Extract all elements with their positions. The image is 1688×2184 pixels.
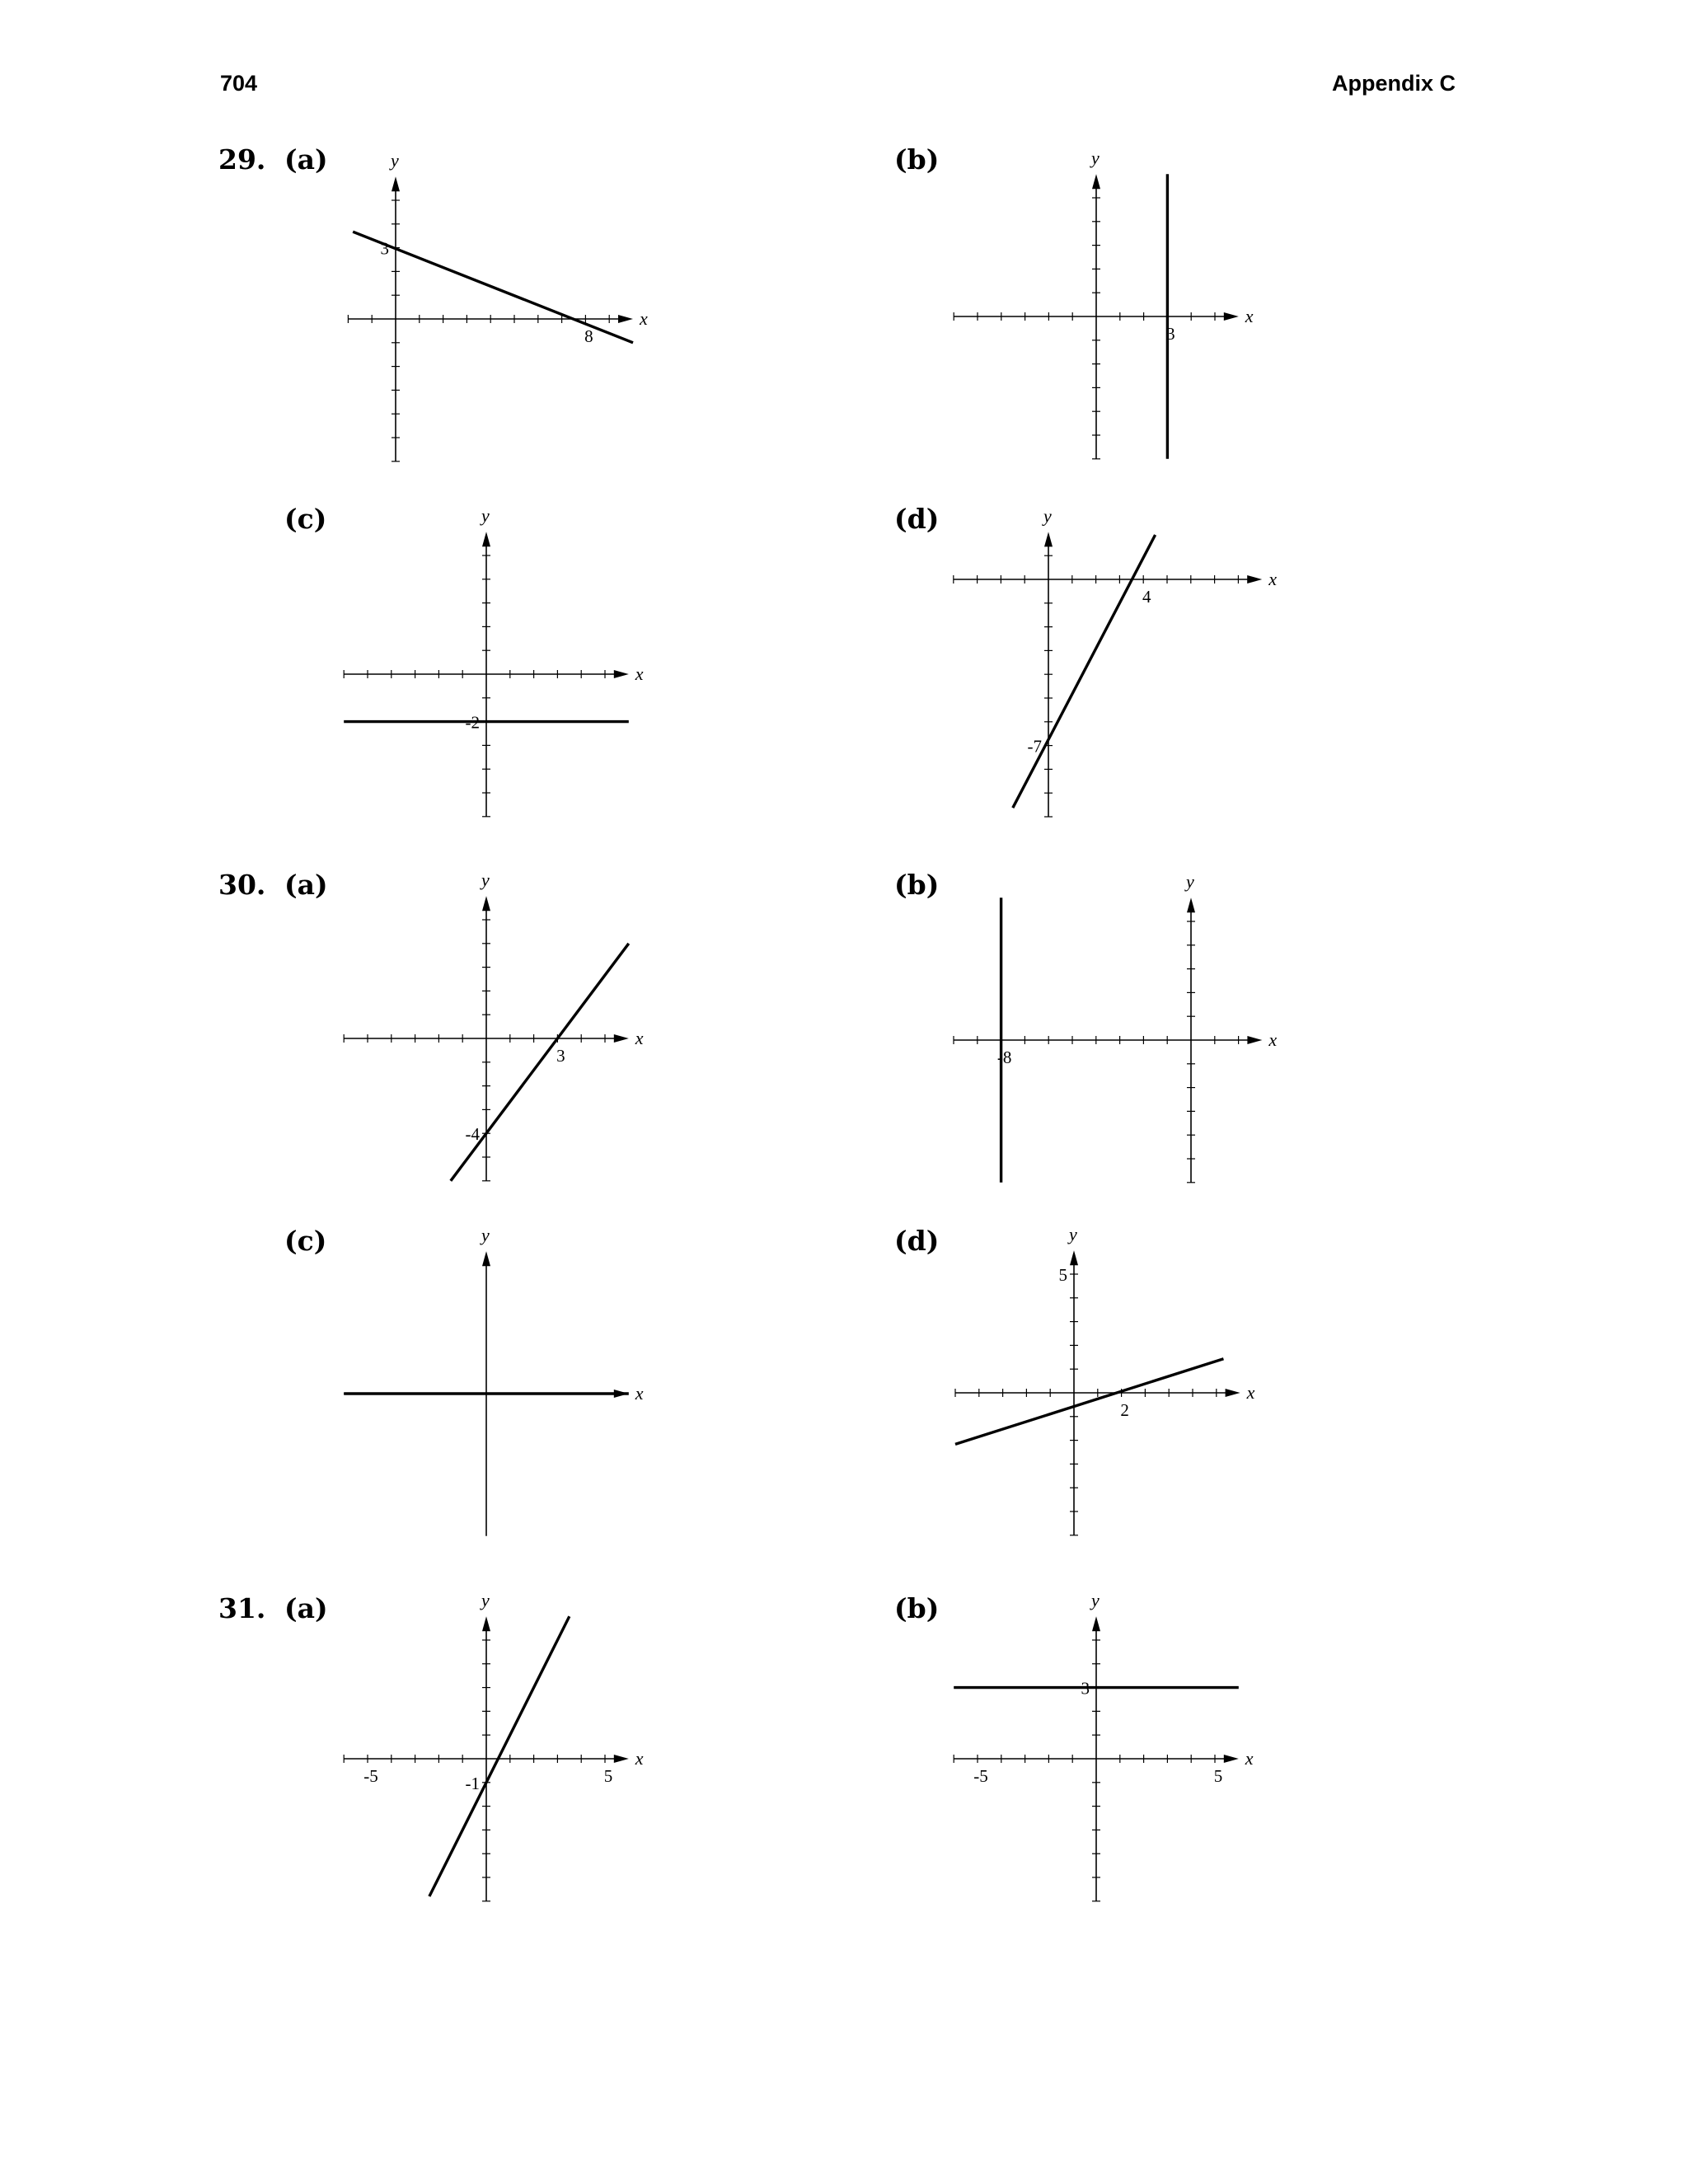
x-axis-label: x: [1268, 1029, 1278, 1050]
x-axis-label: x: [1245, 306, 1254, 326]
x-axis-arrow: [1224, 1755, 1239, 1763]
tick-label: 3: [380, 238, 389, 259]
y-axis-label: y: [481, 1590, 490, 1611]
x-axis-label: x: [635, 1028, 644, 1048]
problem-number-29: 29.: [218, 143, 266, 176]
x-axis-label: x: [1245, 1748, 1254, 1769]
tick-label: 5: [1213, 1766, 1223, 1786]
x-axis-label: x: [635, 1383, 644, 1404]
tick-label: -8: [996, 1047, 1012, 1067]
tick-label: -5: [363, 1766, 378, 1786]
tick-label: 8: [584, 326, 593, 346]
part-label-29c: (c): [284, 503, 327, 535]
y-axis-label: y: [1069, 1224, 1077, 1245]
y-axis-label: y: [1091, 1590, 1100, 1611]
tick-label: 3: [1166, 324, 1175, 344]
y-axis-label: y: [481, 505, 490, 527]
tick-label: 5: [1058, 1265, 1067, 1285]
tick-label: 2: [1120, 1400, 1129, 1420]
tick-label: 3: [556, 1046, 565, 1066]
tick-label: -1: [465, 1773, 480, 1793]
section-title: Appendix C: [1331, 71, 1456, 96]
part-label-30d: (d): [894, 1225, 940, 1257]
tick-label: 4: [1142, 587, 1151, 607]
y-axis-label: y: [1186, 871, 1194, 893]
part-label-29d: (d): [894, 503, 940, 535]
y-axis-label: y: [481, 1225, 490, 1246]
y-axis-label: y: [1091, 148, 1100, 169]
tick-label: -2: [465, 712, 480, 733]
tick-label: 5: [603, 1766, 613, 1786]
x-axis-label: x: [1246, 1382, 1255, 1403]
part-label-30c: (c): [284, 1225, 327, 1257]
part-label-31a: (a): [284, 1592, 328, 1624]
part-label-30a: (a): [284, 869, 328, 901]
x-axis-label: x: [1268, 569, 1277, 589]
y-axis-label: y: [391, 150, 399, 171]
tick-label: -7: [1027, 736, 1042, 757]
problem-number-30: 30.: [218, 869, 266, 901]
part-label-31b: (b): [894, 1592, 940, 1624]
part-label-29a: (a): [284, 143, 328, 176]
page-number: 704: [220, 71, 258, 96]
x-axis-label: x: [635, 1748, 644, 1769]
part-label-30b: (b): [894, 869, 940, 901]
y-axis-label: y: [1043, 505, 1052, 527]
tick-label: -4: [465, 1124, 480, 1145]
x-axis-label: x: [640, 308, 648, 329]
x-axis-label: x: [635, 663, 644, 684]
y-axis-label: y: [481, 869, 490, 891]
tick-label: -5: [973, 1766, 988, 1786]
part-label-29b: (b): [894, 143, 940, 176]
y-axis-arrow: [1092, 1616, 1100, 1631]
problem-number-31: 31.: [218, 1592, 266, 1624]
tick-label: 3: [1081, 1678, 1090, 1699]
